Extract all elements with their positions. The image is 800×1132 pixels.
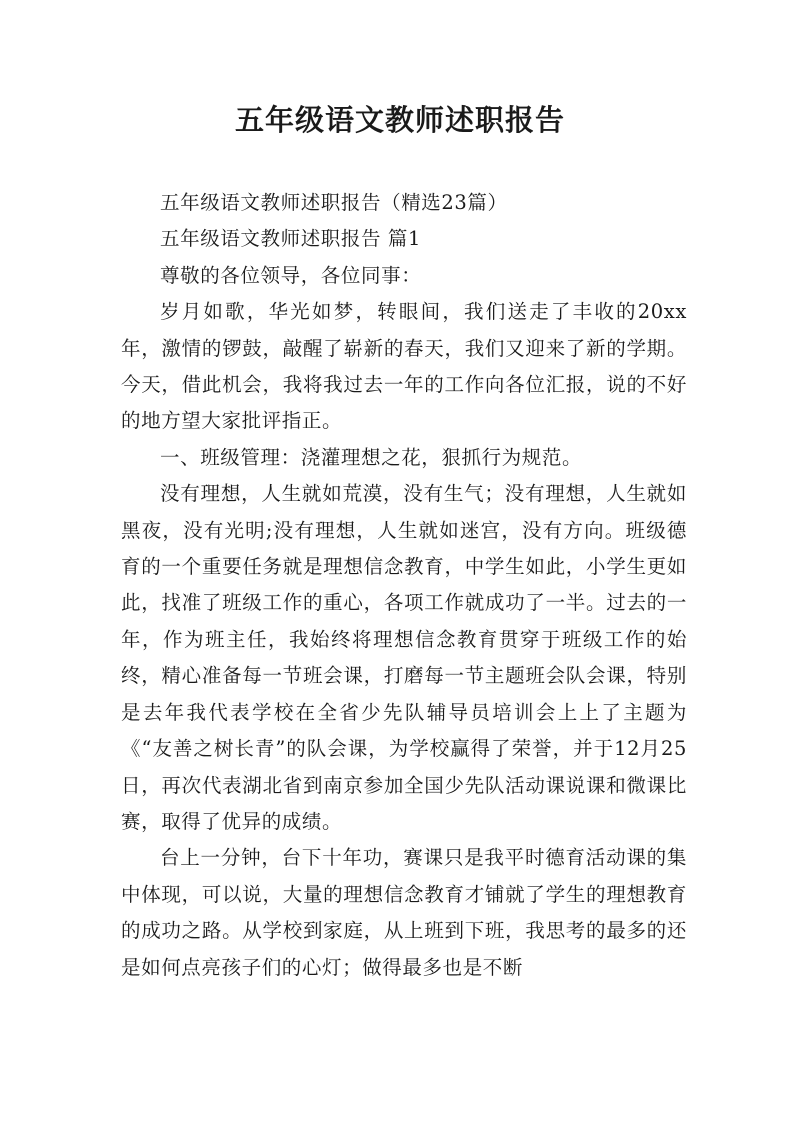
document-title: 五年级语文教师述职报告 [234,103,565,137]
paragraph-ideals: 没有理想，人生就如荒漠，没有生气；没有理想，人生就如黑夜，没有光明;没有理想，人生就如迷宫，没有方向。班级德育的一个重要任务就是理想信念教育，中学生如此，小学生更如此，找准了班级工作的重心，各项工作就成功了一半。过去的一年，作为班主任，我始终将理想信念教育贯穿于班级工作的始终，精心准备每一节班会课，打磨每一节主题班会队会课，特别是去年我代表学校在全省少先队辅导员培训会上上了主题为《“友善之树长青”的队会课，为学校赢得了荣誉，并于12月25日，再次代表湖北省到南京参加全国少先队活动课说课和微课比赛，取得了优异的成绩。 [121,482,687,833]
paragraph-subtitle: 五年级语文教师述职报告（精选23篇） [160,191,508,214]
paragraph-salutation: 尊敬的各位领导，各位同事： [160,263,422,287]
paragraph-class-management-heading: 一、班级管理：浇灌理想之花，狠抓行为规范。 [160,445,583,469]
paragraph-section-heading: 五年级语文教师述职报告 篇1 [160,227,422,251]
paragraph-contest: 台上一分钟，台下十年功，赛课只是我平时德育活动课的集中体现，可以说，大量的理想信念教育才铺就了学生的理想教育的成功之路。从学校到家庭，从上班到下班，我思考的最多的还是如何点亮孩子们的心灯；做得最多也是不断 [121,846,687,979]
paragraph-intro: 岁月如歌，华光如梦，转眼间，我们送走了丰收的20xx年，激情的锣鼓，敲醒了崭新的春天，我们又迎来了新的学期。今天，借此机会，我将我过去一年的工作向各位汇报，说的不好的地方望大家批评指正。 [121,300,687,433]
document-body [121,185,687,986]
